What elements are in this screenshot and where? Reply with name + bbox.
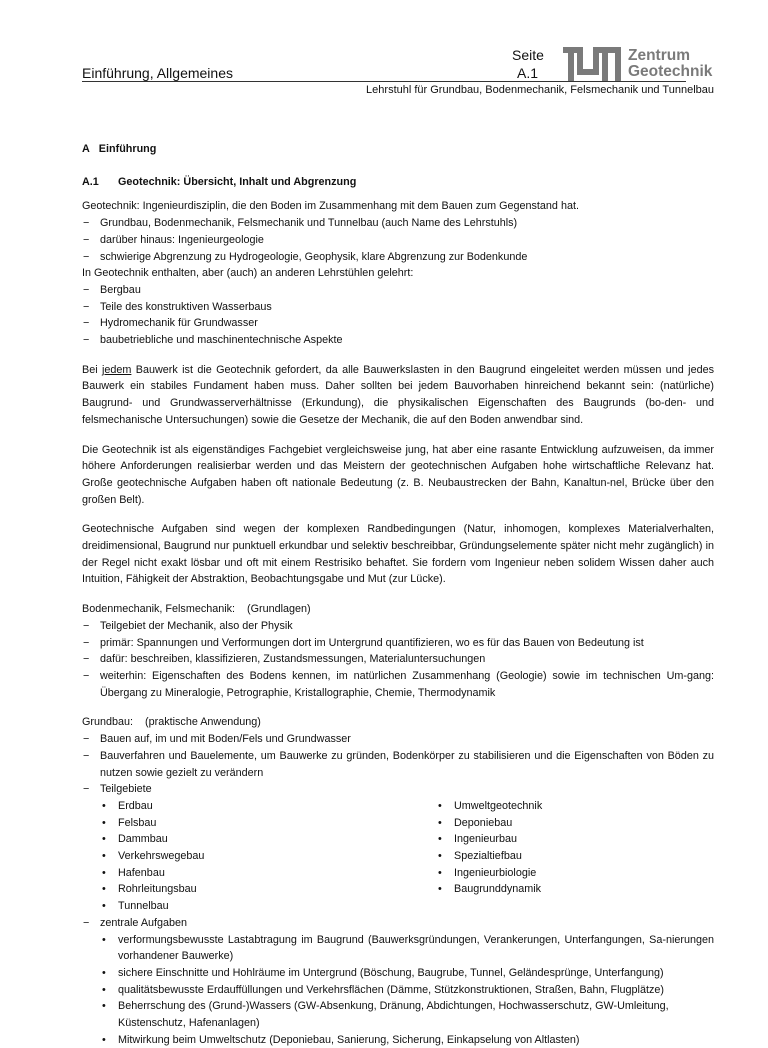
- bullet-item: • qualitätsbewusste Erdauffüllungen und Verkehrsflächen (Dämme, Stützkonstruktionen, Straßen, Bahn, Flugplätze): [82, 982, 714, 999]
- section-heading: A Einführung: [82, 143, 157, 155]
- chair-name: Lehrstuhl für Grundbau, Bodenmechanik, Felsmechanik und Tunnelbau: [366, 84, 714, 96]
- list-item: − Teile des konstruktiven Wasserbaus: [82, 299, 714, 316]
- definition-text: Geotechnik: Ingenieurdisziplin, die den Boden im Zusammenhang mit dem Bauen zum Gegenstand hat.: [82, 200, 579, 213]
- chapter-title: Einführung, Allgemeines: [82, 65, 233, 81]
- bullet-item: • Erdbau: [82, 798, 436, 815]
- bullet-item: • Beherrschung des (Grund-)Wassers (GW-Absenkung, Dränung, Abdichtungen, Hochwasserschutz, GW-Umleitung, Küstenschutz, Hafenanlagen): [82, 998, 714, 1031]
- bullet-item: • sichere Einschnitte und Hohlräume im Untergrund (Böschung, Baugrube, Tunnel, Geländesprünge, Unterfangung): [82, 965, 714, 982]
- page-label: Seite: [512, 47, 544, 63]
- tum-logo-icon: [563, 47, 623, 81]
- subsection-number: A.1: [82, 175, 99, 188]
- paragraph-1: Bei jedem Bauwerk ist die Geotechnik gefordert, da alle Bauwerkslasten in den Baugrund eingeleitet werden müssen und jedes Bauwerk ein stabiles Fundament haben muss. Daher sollten bei jedem Bauvorhaben hinreichend bekannt sein: (natürliche) Baugrund- und Grundwasserverhältnisse (Erkundung), die physikalischen Eigenschaften des Baugrunds (bo-den- und felsmechanische Untersuchungen) sowie die Gesetze der Mechanik, die auf den Boden anwendbar sind.: [82, 363, 714, 426]
- bullet-item: • Deponiebau: [436, 815, 714, 832]
- subsection-heading: [82, 174, 714, 191]
- list-item: − Bauverfahren und Bauelemente, um Bauwerke zu gründen, Bodenkörper zu stabilisieren und die Eigenschaften von Böden zu nutzen sowie gezielt zu verändern: [82, 748, 714, 781]
- bullet-item: • Mitwirkung beim Umweltschutz (Deponiebau, Sanierung, Sicherung, Einkapselung von Altlasten): [82, 1032, 714, 1048]
- list-item: − weiterhin: Eigenschaften des Bodens kennen, im natürlichen Zusammenhang (Geologie) sowie im technischen Um-gang: Übergang zu Mineralogie, Petrographie, Kristallographie, Chemie, Thermodynamik: [82, 668, 714, 701]
- bullet-item: • Hafenbau: [82, 865, 436, 882]
- subfield-columns: [82, 798, 714, 915]
- subfield-column-left: [82, 798, 436, 915]
- list-item: − dafür: beschreiben, klassifizieren, Zustandsmessungen, Materialuntersuchungen: [82, 651, 714, 668]
- logo-text: [628, 48, 712, 80]
- list-item: − Teilgebiete: [82, 781, 714, 798]
- bullet-item: • Spezialtiefbau: [436, 848, 714, 865]
- list-item: − Bauen auf, im und mit Boden/Fels und Grundwasser: [82, 731, 714, 748]
- subfield-column-right: [436, 798, 714, 915]
- tum-logo: [563, 46, 713, 82]
- other-chairs-intro: In Geotechnik enthalten, aber (auch) an anderen Lehrstühlen gelehrt:: [82, 267, 414, 280]
- bullet-item: • Dammbau: [82, 831, 436, 848]
- bullet-item: • Baugrunddynamik: [436, 881, 714, 898]
- foundation-intro: Grundbau: (praktische Anwendung): [82, 716, 261, 729]
- soil-mechanics-intro: Bodenmechanik, Felsmechanik: (Grundlagen): [82, 603, 311, 616]
- bullet-item: • Umweltgeotechnik: [436, 798, 714, 815]
- bullet-item: • Tunnelbau: [82, 898, 436, 915]
- bullet-item: • Ingenieurbiologie: [436, 865, 714, 882]
- list-item: − primär: Spannungen und Verformungen dort im Untergrund quantifizieren, wo es für das Bauen von Bedeutung ist: [82, 635, 714, 652]
- bullet-item: • Felsbau: [82, 815, 436, 832]
- list-item: − schwierige Abgrenzung zu Hydrogeologie, Geophysik, klare Abgrenzung zur Bodenkunde: [82, 249, 714, 266]
- logo-line-2: Geotechnik: [628, 63, 713, 80]
- list-item: − darüber hinaus: Ingenieurgeologie: [82, 232, 714, 249]
- list-item: − Hydromechanik für Grundwasser: [82, 315, 714, 332]
- emphasis-underline: jedem: [101, 363, 132, 376]
- bullet-item: • Ingenieurbau: [436, 831, 714, 848]
- page-number: A.1: [517, 65, 539, 81]
- document-body: [82, 141, 714, 1048]
- bullet-item: • Rohrleitungsbau: [82, 881, 436, 898]
- paragraph-2: Die Geotechnik ist als eigenständiges Fachgebiet vergleichsweise jung, hat aber eine rasante Entwicklung aufzuweisen, da immer höhere Anforderungen realisierbar werden und das Meistern der geotechnischen Aufgaben hohe wirtschaftliche Relevanz hat. Große geotechnische Aufgaben haben oft nationale Bedeutung (z. B. Neubaustrecken der Bahn, Kanaltun-nel, Brücke über den großen Belt).: [82, 443, 714, 506]
- logo-line-1: Zentrum: [628, 47, 690, 64]
- paragraph-3: Geotechnische Aufgaben sind wegen der komplexen Randbedingungen (Natur, inhomogen, komplexes Materialverhalten, dreidimensional, Baugrund nur punktuell erkundbar und selektiv beschreibbar, Gründungselemente später nicht mehr zugänglich) in der Regel nicht exakt lösbar und oft mit einem Restrisiko behaftet. Sie fordern vom Ingenieur neben solidem Wissen daher auch Intuition, Fähigkeit der Abstraktion, Beobachtungsgabe und Mut (zur Lücke).: [82, 523, 714, 586]
- bullet-item: • verformungsbewusste Lastabtragung im Baugrund (Bauwerksgründungen, Verankerungen, Unterfangungen, Sa-nierungen vorhandener Bauwerke): [82, 932, 714, 965]
- list-item: − zentrale Aufgaben: [82, 915, 714, 932]
- list-item: − baubetriebliche und maschinentechnische Aspekte: [82, 332, 714, 349]
- subsection-title: Geotechnik: Übersicht, Inhalt und Abgrenzung: [118, 175, 357, 188]
- list-item: − Teilgebiet der Mechanik, also der Physik: [82, 618, 714, 635]
- list-item: − Grundbau, Bodenmechanik, Felsmechanik und Tunnelbau (auch Name des Lehrstuhls): [82, 215, 714, 232]
- list-item: − Bergbau: [82, 282, 714, 299]
- bullet-item: • Verkehrswegebau: [82, 848, 436, 865]
